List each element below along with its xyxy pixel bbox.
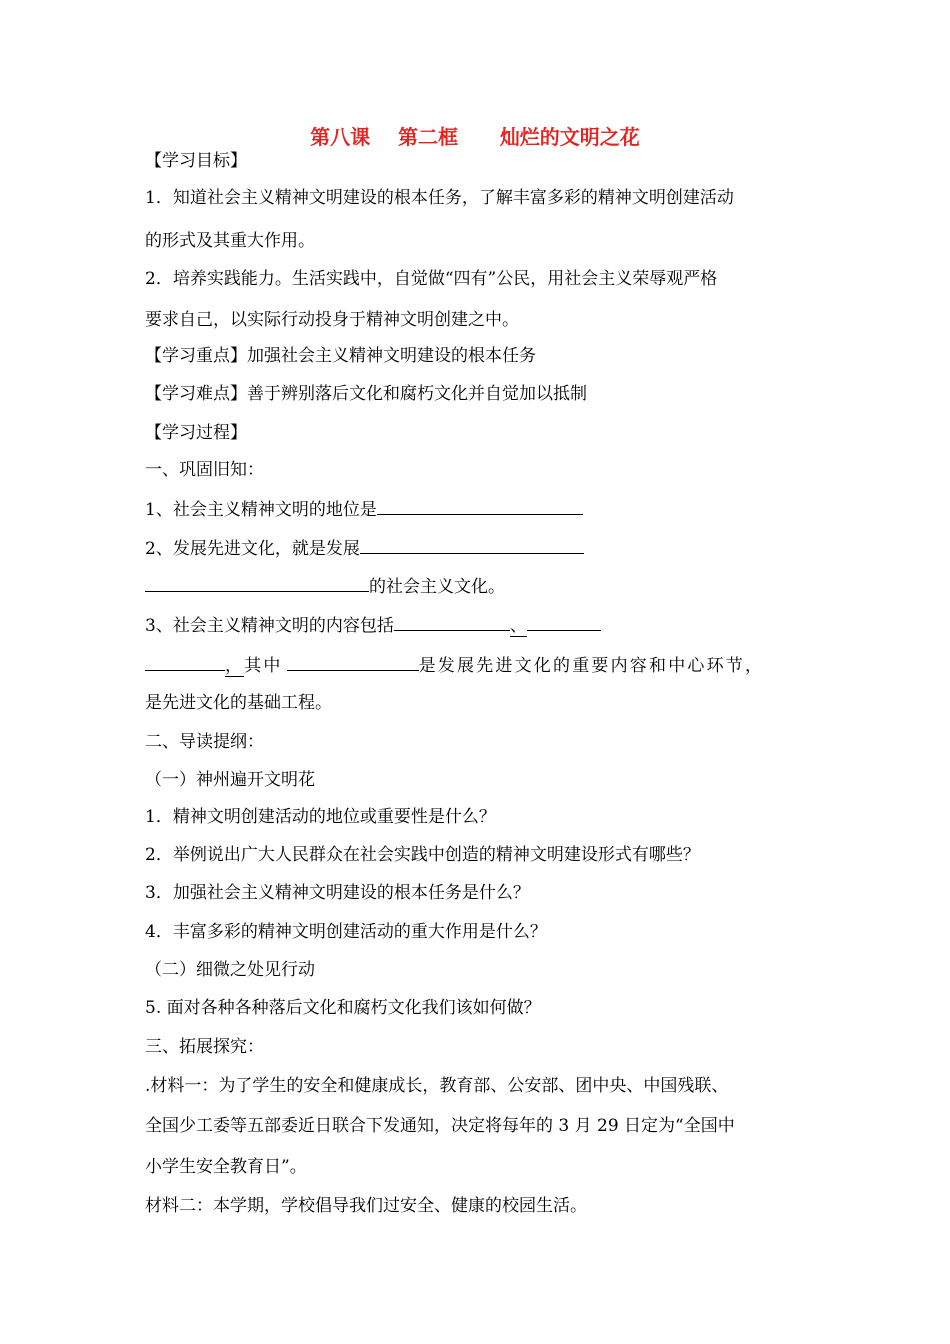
outline-question-2: 2．举例说出广大人民群众在社会实践中创造的精神文明建设形式有哪些？ bbox=[145, 845, 700, 865]
review-question-3 bbox=[145, 612, 601, 638]
review-q2-tail: 的社会主义文化。 bbox=[369, 577, 505, 597]
review-question-2 bbox=[145, 535, 584, 561]
outline-question-4: 4．丰富多彩的精神文明创建活动的重大作用是什么？ bbox=[145, 922, 547, 942]
objectives-heading: 【学习目标】 bbox=[145, 151, 247, 171]
answer-blank[interactable] bbox=[145, 652, 225, 671]
objective-2-line-2: 要求自己，以实际行动投身于精神文明创建之中。 bbox=[145, 310, 519, 330]
material-1-line-2: 全国少工委等五部委近日联合下发通知，决定将每年的 3 月 29 日定为“全国中 bbox=[145, 1116, 735, 1136]
title-section: 第二框 bbox=[398, 125, 459, 149]
answer-blank[interactable] bbox=[527, 612, 601, 631]
review-q2-text: 2、发展先进文化，就是发展 bbox=[145, 539, 360, 559]
answer-blank[interactable] bbox=[394, 612, 510, 631]
review-q3-comma: ， bbox=[225, 656, 245, 676]
objective-1-line-2: 的形式及其重大作用。 bbox=[145, 231, 315, 251]
answer-blank[interactable] bbox=[360, 535, 584, 554]
answer-blank[interactable] bbox=[145, 573, 369, 592]
outline-section-2: （二）细微之处见行动 bbox=[145, 960, 315, 980]
title-topic: 灿烂的文明之花 bbox=[499, 125, 640, 149]
outline-question-1: 1．精神文明创建活动的地位或重要性是什么？ bbox=[145, 807, 496, 827]
review-q3-tail: 是发展先进文化的重要内容和中心环节， bbox=[418, 656, 765, 676]
explore-heading: 三、拓展探究： bbox=[145, 1037, 264, 1057]
material-2: 材料二：本学期，学校倡导我们过安全、健康的校园生活。 bbox=[145, 1196, 587, 1216]
review-question-3-cont bbox=[145, 652, 764, 678]
page-title bbox=[0, 122, 950, 152]
material-1-line-1: .材料一：为了学生的安全和健康成长，教育部、公安部、团中央、中国残联、 bbox=[145, 1076, 729, 1096]
review-heading: 一、巩固旧知： bbox=[145, 460, 264, 480]
objective-2-line-1: 2．培养实践能力。生活实践中，自觉做“四有”公民，用社会主义荣辱观严格 bbox=[145, 269, 718, 289]
review-q3-text: 3、社会主义精神文明的内容包括 bbox=[145, 616, 394, 636]
key-point: 【学习重点】加强社会主义精神文明建设的根本任务 bbox=[145, 346, 536, 366]
answer-blank[interactable] bbox=[287, 652, 419, 671]
outline-question-3: 3．加强社会主义精神文明建设的根本任务是什么？ bbox=[145, 883, 530, 903]
review-question-2-cont bbox=[145, 573, 505, 599]
outline-question-5: 5. 面对各种各种落后文化和腐朽文化我们该如何做？ bbox=[145, 998, 541, 1018]
review-q1-text: 1、社会主义精神文明的地位是 bbox=[145, 500, 377, 520]
review-q3-separator: 、 bbox=[509, 616, 527, 636]
review-question-1 bbox=[145, 496, 583, 522]
material-1-line-3: 小学生安全教育日”。 bbox=[145, 1157, 307, 1177]
outline-section-1: （一）神州遍开文明花 bbox=[145, 770, 315, 790]
outline-heading: 二、导读提纲： bbox=[145, 732, 264, 752]
process-heading: 【学习过程】 bbox=[145, 423, 247, 443]
difficulty: 【学习难点】善于辨别落后文化和腐朽文化并自觉加以抵制 bbox=[145, 384, 587, 404]
objective-1-line-1: 1．知道社会主义精神文明建设的根本任务，了解丰富多彩的精神文明创建活动 bbox=[145, 188, 734, 208]
title-lesson: 第八课 bbox=[310, 125, 371, 149]
answer-blank[interactable] bbox=[377, 496, 583, 515]
review-question-3-end: 是先进文化的基础工程。 bbox=[145, 693, 332, 713]
review-q3-mid: 其中 bbox=[244, 656, 283, 676]
